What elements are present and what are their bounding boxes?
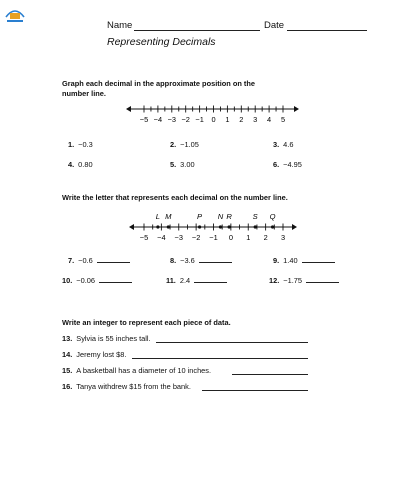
answer-blank-13[interactable]	[156, 342, 308, 343]
point-N	[219, 225, 222, 228]
tick-label: 1	[225, 115, 230, 124]
item-4: 4. 0.80	[68, 160, 93, 169]
arrow-right-icon	[292, 224, 297, 230]
item-1: 1. −0.3	[68, 140, 93, 149]
name-line[interactable]	[134, 30, 260, 31]
tick-label: 1	[246, 233, 251, 242]
item-3: 3. 4.6	[273, 140, 294, 149]
section1-instruction: Graph each decimal in the approximate position on the number line.	[62, 79, 256, 98]
point-label: M	[165, 212, 172, 221]
item-8: 8. −3.6	[170, 256, 232, 265]
section3-instruction: Write an integer to represent each piece of data.	[62, 318, 231, 327]
page-title: Representing Decimals	[107, 36, 216, 48]
point-label: L	[155, 212, 161, 221]
point-label: Q	[269, 212, 276, 221]
number-line-2	[128, 209, 298, 243]
item-13: 13. Sylvia is 55 inches tall.	[62, 334, 151, 343]
tick-label: 3	[280, 233, 286, 242]
tick-label: 0	[211, 115, 216, 124]
tick-label: 3	[253, 115, 258, 124]
item-6: 6. −4.95	[273, 160, 302, 169]
tick-label: 2	[263, 233, 268, 242]
number-line-1	[125, 103, 300, 125]
point-label: N	[217, 212, 224, 221]
item-7: 7. −0.6	[68, 256, 130, 265]
item-16: 16. Tanya withdrew $15 from the bank.	[62, 382, 191, 391]
point-Q	[271, 225, 274, 228]
tick-label: −2	[181, 115, 190, 124]
point-M	[167, 225, 170, 228]
tick-label: −5	[139, 115, 149, 124]
item-14: 14. Jeremy lost $8.	[62, 350, 127, 359]
point-label: R	[226, 212, 232, 221]
answer-blank-15[interactable]	[232, 374, 308, 375]
date-line[interactable]	[287, 30, 367, 31]
answer-blank-11[interactable]	[194, 282, 227, 283]
tick-label: −5	[139, 233, 149, 242]
point-label: S	[252, 212, 258, 221]
answer-blank-12[interactable]	[306, 282, 339, 283]
answer-blank-8[interactable]	[199, 262, 232, 263]
item-10: 10. −0.06	[62, 276, 132, 285]
point-label: P	[197, 212, 203, 221]
answer-blank-9[interactable]	[302, 262, 335, 263]
answer-blank-7[interactable]	[97, 262, 130, 263]
answer-blank-10[interactable]	[99, 282, 132, 283]
item-2: 2. −1.05	[170, 140, 199, 149]
item-12: 12. −1.75	[269, 276, 339, 285]
point-L	[156, 225, 159, 228]
arrow-right-icon	[294, 106, 299, 112]
item-11: 11. 2.4	[166, 276, 227, 285]
tick-label: 0	[228, 233, 233, 242]
tick-label: −1	[209, 233, 218, 242]
publisher-logo-icon	[4, 3, 26, 25]
item-5: 5. 3.00	[170, 160, 195, 169]
item-15: 15. A basketball has a diameter of 10 inches.	[62, 366, 212, 375]
arrow-left-icon	[129, 224, 134, 230]
tick-label: −3	[174, 233, 183, 242]
point-S	[254, 225, 257, 228]
tick-label: −4	[157, 233, 166, 242]
section2-instruction: Write the letter that represents each decimal on the number line.	[62, 193, 288, 202]
answer-blank-14[interactable]	[132, 358, 308, 359]
answer-blank-16[interactable]	[202, 390, 308, 391]
date-label: Date	[264, 20, 285, 31]
tick-label: 2	[239, 115, 244, 124]
name-label: Name	[107, 20, 133, 31]
tick-label: −4	[153, 115, 163, 124]
arrow-left-icon	[126, 106, 131, 112]
tick-label: −3	[167, 115, 177, 124]
tick-label: −2	[191, 233, 201, 242]
tick-label: 4	[267, 115, 272, 124]
tick-label: −1	[195, 115, 204, 124]
point-R	[228, 225, 231, 228]
item-9: 9. 1.40	[273, 256, 335, 265]
tick-label: 5	[280, 115, 286, 124]
point-P	[198, 225, 201, 228]
